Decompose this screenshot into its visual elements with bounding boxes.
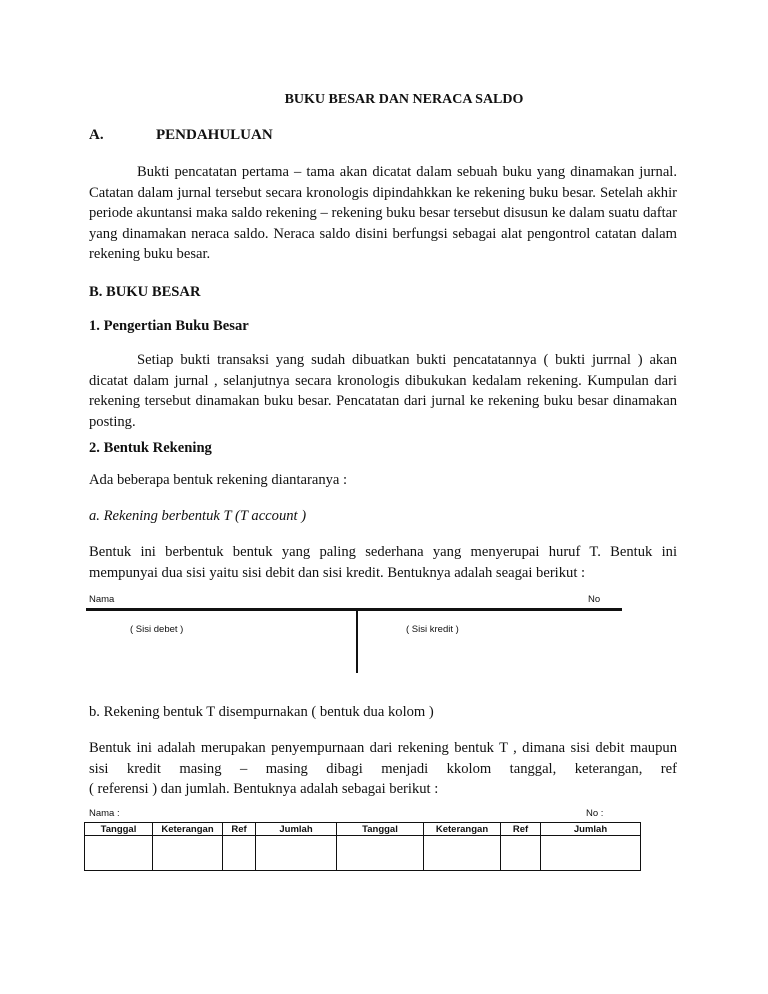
subsection-1-title: 1. Pengertian Buku Besar: [89, 318, 249, 334]
t-account-nama-label: Nama: [89, 594, 115, 605]
two-column-no-label: No :: [586, 808, 604, 819]
t-account-title: a. Rekening berbentuk T (T account ): [89, 508, 307, 524]
two-column-paragraph: [89, 738, 677, 800]
two-column-title: b. Rekening bentuk T disempurnakan ( bentuk dua kolom ): [89, 704, 434, 720]
subsection-2-title: 2. Bentuk Rekening: [89, 440, 212, 456]
ledger-cell: [541, 836, 641, 871]
ledger-cell: [256, 836, 337, 871]
ledger-cell: [85, 836, 153, 871]
ledger-header-keterangan-kredit: Keterangan: [424, 823, 501, 836]
ledger-header-jumlah-kredit: Jumlah: [541, 823, 641, 836]
t-account-top-line: [86, 608, 622, 611]
section-b-title: B. BUKU BESAR: [89, 284, 201, 300]
section-a-number: A.: [89, 127, 104, 143]
ledger-cell: [337, 836, 424, 871]
ledger-cell: [424, 836, 501, 871]
ledger-header-ref-debit: Ref: [223, 823, 256, 836]
two-column-ledger-table: [84, 822, 641, 871]
ledger-cell: [153, 836, 223, 871]
section-a-title: PENDAHULUAN: [156, 127, 273, 143]
ledger-header-jumlah-debit: Jumlah: [256, 823, 337, 836]
t-account-debit-label: ( Sisi debet ): [130, 624, 184, 635]
t-account-kredit-label: ( Sisi kredit ): [406, 624, 459, 635]
two-column-paragraph-line-3: ( referensi ) dan jumlah. Bentuknya adalah sebagai berikut :: [89, 781, 439, 797]
section-a-paragraph: Bukti pencatatan pertama – tama akan dicatat dalam sebuah buku yang dinamakan jurnal. Catatan dalam jurnal tersebut secara kronologis dipindahkkan ke rekening buku besar. Setelah akhir periode akuntansi maka saldo rekening – rekening buku besar tersebut disusun ke dalam suatu daftar yang dinamakan neraca saldo. Neraca saldo disini berfungsi sebagai alat pengontrol catatan dalam rekening buku besar.: [89, 164, 677, 262]
ledger-cell: [223, 836, 256, 871]
document-title: BUKU BESAR DAN NERACA SALDO: [284, 92, 524, 107]
t-account-no-label: No: [588, 594, 601, 605]
subsection-2-intro: Ada beberapa bentuk rekening diantaranya :: [89, 472, 348, 488]
two-column-paragraph-line-1: Bentuk ini adalah merupakan penyempurnaan dari rekening bentuk T , dimana sisi debit maupun: [89, 740, 677, 756]
ledger-header-row: [85, 823, 641, 836]
ledger-header-tanggal-debit: Tanggal: [85, 823, 153, 836]
two-column-paragraph-line-2: sisi kredit masing – masing dibagi menjadi kkolom tanggal, keterangan, ref: [89, 760, 677, 777]
ledger-header-ref-kredit: Ref: [501, 823, 541, 836]
ledger-cell: [501, 836, 541, 871]
t-account-paragraph: Bentuk ini berbentuk bentuk yang paling sederhana yang menyerupai huruf T. Bentuk ini mempunyai dua sisi yaitu sisi debit dan sisi kredit. Bentuknya adalah seagai berikut :: [89, 544, 677, 581]
ledger-body-row: [85, 836, 641, 871]
t-account-divider-line: [356, 611, 358, 673]
two-column-nama-label: Nama :: [89, 808, 120, 819]
ledger-header-keterangan-debit: Keterangan: [153, 823, 223, 836]
subsection-1-paragraph: Setiap bukti transaksi yang sudah dibuatkan bukti pencatatannya ( bukti jurrnal ) akan dicatat dalam jurnal , selanjutnya secara kronologis dibukukan kedalam rekening. Kumpulan dari rekening tersebut dinamakan buku besar. Pencatatan dari jurnal ke rekening buku besar dinamakan posting.: [89, 352, 677, 430]
ledger-header-tanggal-kredit: Tanggal: [337, 823, 424, 836]
